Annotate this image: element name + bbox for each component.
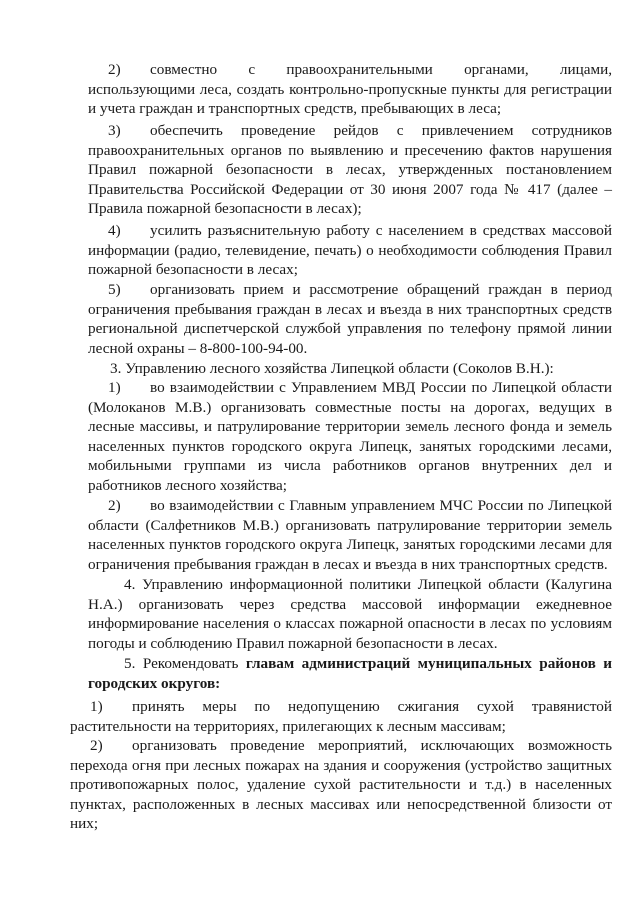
item-text: во взаимодействии с Управлением МВД России по Липецкой области (Молоканов М.В.) организовать совместные посты на дорогах, ведущих в лесные массивы, и патрулирование территории земель лесного фонда и земель населенных пунктов городского округа Липецк, занятых городскими лесами, мобильными группами из числа работников органов внутренних дел и работников лесного хозяйства; xyxy=(88,379,612,494)
item-text: организовать проведение мероприятий, исключающих возможность перехода огня при лесных пожарах на здания и сооружения (устройство защитных противопожарных полос, удаление сухой растительности и т.д.) в населенных пунктах, расположенных в лесных массивах или непосредственной близости от них; xyxy=(70,737,612,833)
section-3-item-2 xyxy=(88,496,612,574)
item-number: 2) xyxy=(90,737,103,754)
section-4-info-policy xyxy=(88,575,612,653)
item-number: 4) xyxy=(108,222,121,239)
section-3-heading xyxy=(88,359,612,379)
item-4-outreach xyxy=(88,221,612,280)
item-text: обеспечить проведение рейдов с привлечением сотрудников правоохранительных органов по выявлению и пресечению фактов нарушения Правил пожарной безопасности в лесах, утвержденных постановлением Правительства Российской Федерации от 30 июня 2007 года № 417 (далее – Правила пожарной безопасности в лесах); xyxy=(88,122,612,218)
section-3-item-1 xyxy=(88,378,612,496)
item-text: совместно с правоохранительными органами, лицами, использующими леса, создать контрольно-пропускные пункты для регистрации и учета граждан и транспортных средств, пребывающих в леса; xyxy=(88,61,612,118)
item-text: принять меры по недопущению сжигания сухой травянистой растительности на территориях, прилегающих к лесным массивам; xyxy=(70,698,612,735)
item-text: усилить разъяснительную работу с населением в средствах массовой информации (радио, телевидение, печать) о необходимости соблюдения Правил пожарной безопасности в лесах; xyxy=(88,222,612,279)
item-number: 1) xyxy=(90,698,103,715)
item-number: 2) xyxy=(108,497,121,514)
item-number: 5) xyxy=(108,281,121,298)
item-number: 3) xyxy=(108,122,121,139)
item-text: во взаимодействии с Главным управлением МЧС России по Липецкой области (Салфетников М.В.) организовать патрулирование территории земель населенных пунктов городского округа Липецк, занятых городскими лесами для ограничения пребывания граждан в лесах и въезда в них транспортных средств. xyxy=(88,497,612,573)
section-5-item-2 xyxy=(70,736,612,834)
section-5-recommend xyxy=(88,654,612,693)
section-text-bold: главам администраций муниципальных районов и городских округов: xyxy=(88,655,612,692)
item-2-contracts xyxy=(88,60,612,119)
section-text: 3. Управлению лесного хозяйства Липецкой области (Соколов В.Н.): xyxy=(110,360,554,377)
section-text-prefix: 5. Рекомендовать xyxy=(124,655,246,672)
item-5-hotline xyxy=(88,280,612,358)
item-text: организовать прием и рассмотрение обращений граждан в период ограничения пребывания граждан в лесах и въезда в них транспортных средств региональной диспетчерской службой управления по телефону прямой линии лесной охраны – 8-800-100-94-00. xyxy=(88,281,612,357)
section-5-item-1 xyxy=(70,697,612,736)
item-number: 1) xyxy=(108,379,121,396)
section-text: 4. Управлению информационной политики Липецкой области (Калугина Н.А.) организовать через средства массовой информации ежедневное информирование населения о классах пожарной опасности в лесах по условиям погоды и соблюдению Правил пожарной безопасности в лесах. xyxy=(88,576,612,652)
item-number: 2) xyxy=(108,61,121,78)
item-3-raids xyxy=(88,121,612,219)
